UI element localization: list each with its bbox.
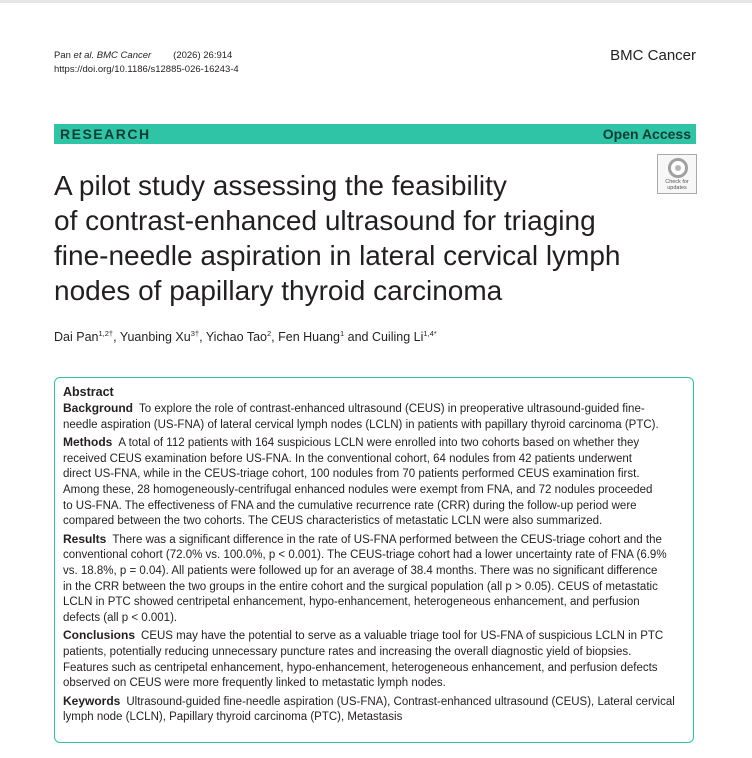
- citation-authors: Pan: [54, 50, 74, 61]
- author-name[interactable]: Fen Huang: [278, 330, 340, 344]
- section-label: Background: [63, 401, 134, 415]
- abstract-keywords: Keywords Ultrasound-guided fine-needle aspiration (US-FNA), Contrast-enhanced ultrasound (CEUS), Lateral cervical lymph node (LCLN), Papillary thyroid carcinoma (PTC), Metastasis: [63, 693, 675, 724]
- author-name[interactable]: Yichao Tao: [205, 330, 267, 344]
- author-affiliation: 1,4*: [423, 328, 437, 338]
- author-list: Dai Pan$^{1,2\dagger}$, Yuanbing $Xu^{3\dagger}$, Yichao Tao$^2$, Fen Huang$^1$ and Cuiling $Li^{1,4*}$: [54, 328, 437, 344]
- top-divider: [0, 0, 752, 3]
- title-line: fine-needle aspiration in lateral cervical lymph: [54, 240, 621, 271]
- abstract-background: Background To explore the role of contrast-enhanced ultrasound (CEUS) in preoperative ultrasound-guided fine- needle aspiration (US-FNA) of lateral cervical lymph nodes (LCLN) in patients with papillary thyroid carcinoma (PTC).: [63, 401, 659, 431]
- author-affiliation: 1,2†: [98, 328, 114, 338]
- citation-block: [54, 49, 239, 77]
- abstract-results: Results There was a significant difference in the rate of US-FNA performed between the CEUS-triage cohort and the conventional cohort (72.0% vs. 100.0%, p < 0.001). The CEUS-triage cohort had a lower uncertainty rate of FNA (6.9% vs. 18.8%, p = 0.04). All patients were followed up for an average of 38.4 months. There was no significant difference in the CRR between the two groups in the entire cohort and the surgical population (all p > 0.05). CEUS of metastatic LCLN in PTC showed centripetal enhancement, hypo-enhancement, heterogeneous enhancement, and perfusion defects (all p < 0.001).: [63, 531, 667, 624]
- author-name[interactable]: Cuiling Li: [371, 330, 424, 344]
- section-label: Results: [63, 531, 107, 546]
- check-updates-text: Check for updates: [665, 179, 689, 191]
- abstract-box: [54, 377, 694, 743]
- citation-line: [54, 49, 239, 63]
- abstract-heading: Abstract: [63, 385, 114, 399]
- article-type-label: RESEARCH: [60, 126, 151, 142]
- author-name[interactable]: Dai Pan: [54, 330, 99, 344]
- author-affiliation: 3†: [190, 328, 200, 338]
- article-title: [54, 168, 654, 308]
- open-access-label: Open Access: [602, 126, 691, 142]
- author-name[interactable]: Yuanbing Xu: [119, 330, 191, 344]
- section-label: Methods: [63, 435, 113, 450]
- author-affiliation: 1: [339, 328, 345, 338]
- abstract-conclusions: Conclusions CEUS may have the potential to serve as a valuable triage tool for US-FNA of suspicious LCLN in PTC patients, potentially reducing unnecessary puncture rates and increasing the overall diagnostic yield of biopsies. Features such as centripetal enhancement, hypo-enhancement, heterogeneous enhancement, and perfusion defects observed on CEUS were more frequently linked to metastatic lymph nodes.: [63, 628, 664, 690]
- journal-brand: BMC Cancer: [610, 47, 696, 64]
- title-line: of contrast-enhanced ultrasound for triaging: [54, 205, 596, 236]
- article-type-band: [54, 124, 696, 144]
- doi-link[interactable]: https://doi.org/10.1186/s12885-026-16243-4: [54, 64, 239, 75]
- section-label: Conclusions: [63, 628, 136, 643]
- author-affiliation: 2: [266, 328, 272, 338]
- check-for-updates-button[interactable]: [657, 154, 697, 194]
- citation-etal: et al.: [73, 50, 95, 61]
- title-line: A pilot study assessing the feasibility: [54, 170, 507, 201]
- section-label: Keywords: [63, 693, 121, 708]
- check-updates-icon: [668, 158, 688, 178]
- title-line: nodes of papillary thyroid carcinoma: [54, 275, 503, 306]
- citation-journal: BMC Cancer: [94, 50, 152, 61]
- citation-year-volume: (2026) 26:914: [173, 50, 233, 61]
- abstract-methods: Methods A total of 112 patients with 164 suspicious LCLN were enrolled into two cohorts based on whether they received CEUS examination before US-FNA. In the conventional cohort, 64 nodules from 42 patients underwent direct US-FNA, while in the CEUS-triage cohort, 100 nodules from 70 patients performed CEUS examination first. Among these, 28 homogeneously-centrifugal enhanced nodules were exempt from FNA, and 72 nodules proceeded to US-FNA. The effectiveness of FNA and the cumulative recurrence rate (CRR) during the follow-up period were compared between the two cohorts. The CEUS characteristics of metastatic LCLN were also summarized.: [63, 435, 653, 528]
